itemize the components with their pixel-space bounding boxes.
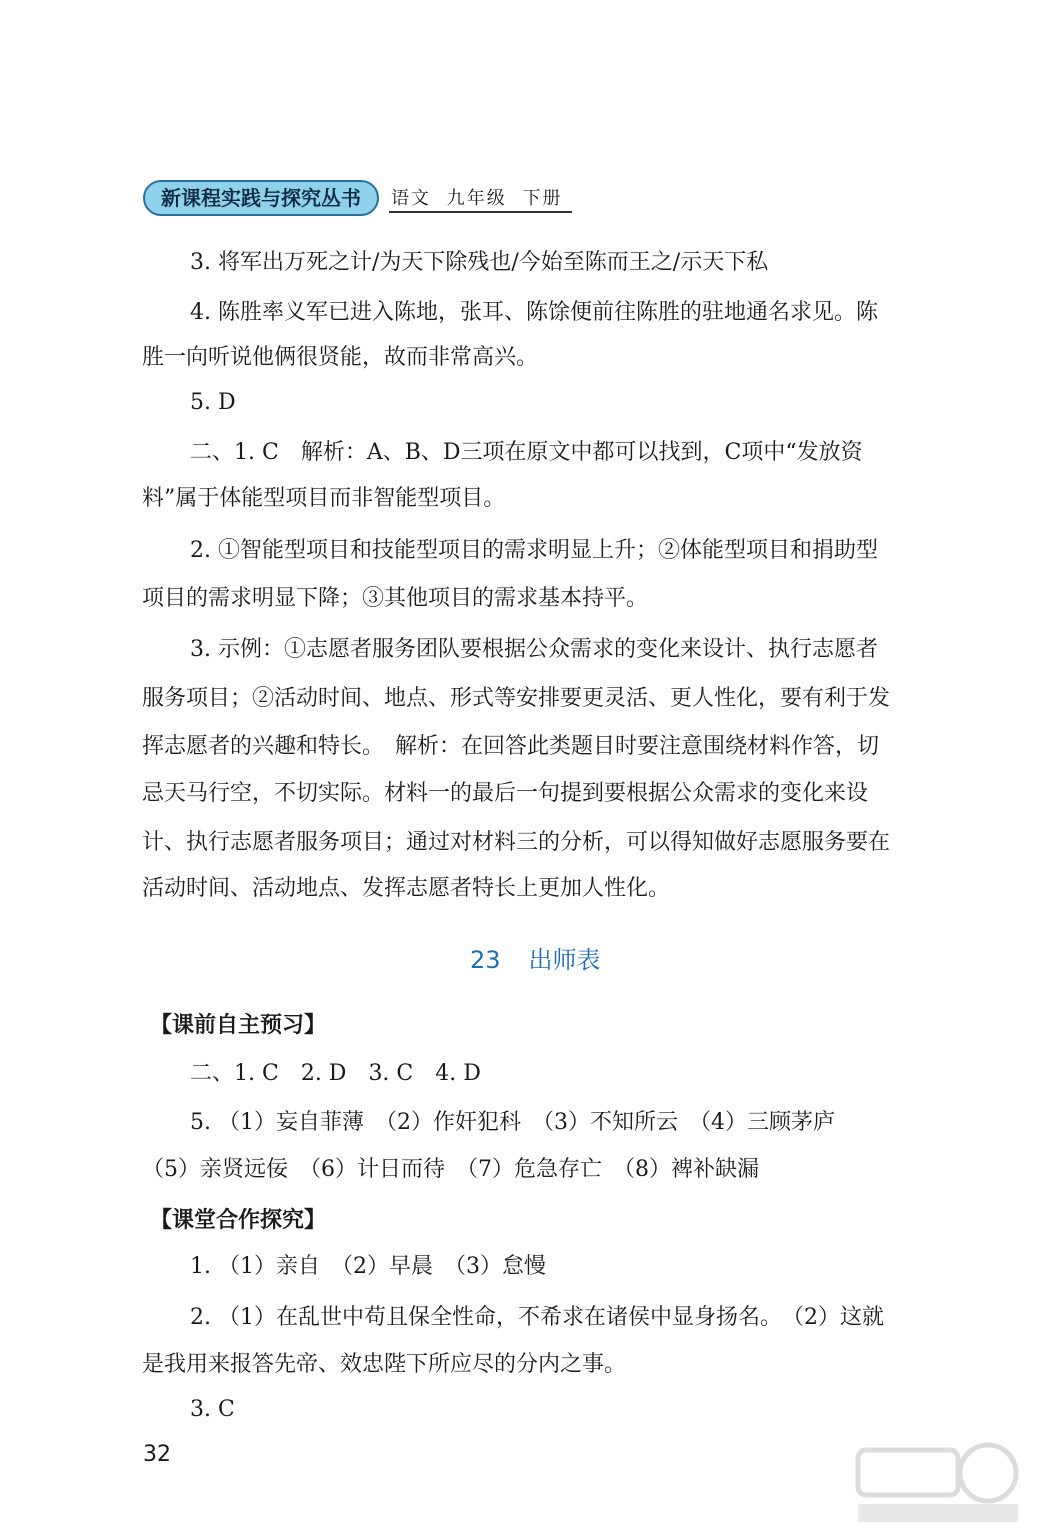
answer-line: 忌天马行空，不切实际。材料一的最后一句提到要根据公众需求的变化来设 — [142, 781, 869, 806]
answer-line: 2. （1）在乱世中苟且保全性命，不希求在诸侯中显身扬名。 （2）这就 — [190, 1305, 884, 1330]
answer-line: （5）亲贤远佞 （6）计日而待 （7）危急存亡 （8）裨补缺漏 — [142, 1157, 759, 1182]
lesson-name: 出师表 — [528, 946, 601, 974]
volume: 下册 — [522, 187, 563, 209]
lesson-number: 23 — [470, 946, 501, 974]
answer-line: 5. （1）妄自菲薄 （2）作奸犯科 （3）不知所云 （4）三顾茅庐 — [190, 1110, 835, 1135]
answer-line: 活动时间、活动地点、发挥志愿者特长上更加人性化。 — [142, 876, 671, 901]
answer-line: 胜一向听说他俩很贤能，故而非常高兴。 — [142, 345, 539, 370]
grade: 九年级 — [446, 187, 507, 209]
answer-line: 1. （1）亲自 （2）早晨 （3）怠慢 — [190, 1254, 546, 1279]
answer-line: 计、执行志愿者服务项目；通过对材料三的分析，可以得知做好志愿服务要在 — [142, 830, 891, 855]
answer-line: 3. 示例：①志愿者服务团队要根据公众需求的变化来设计、执行志愿者 — [190, 637, 878, 662]
answer-line: 是我用来报答先帝、效忠陛下所应尽的分内之事。 — [142, 1352, 627, 1377]
answer-line: 4. 陈胜率义军已进入陈地，张耳、陈馀便前往陈胜的驻地通名求见。陈 — [190, 300, 878, 325]
lesson-title — [470, 940, 601, 975]
answer-line: 2. ①智能型项目和技能型项目的需求明显上升；②体能型项目和捐助型 — [190, 538, 878, 563]
watermark-logo — [848, 1438, 1028, 1528]
answer-line: 挥志愿者的兴趣和特长。 解析：在回答此类题目时要注意围绕材料作答，切 — [142, 734, 880, 759]
section-heading: 【课堂合作探究】 — [150, 1208, 327, 1233]
answer-line: 二、1. C 解析：A、B、D三项在原文中都可以找到，C项中“发放资 — [190, 440, 863, 465]
book-header — [143, 180, 572, 216]
series-title: 新课程实践与探究丛书 — [143, 180, 379, 216]
answer-line: 3. 将军出万死之计/为天下除残也/今始至陈而王之/示天下私 — [190, 250, 769, 275]
answer-line: 3. C — [190, 1397, 235, 1422]
answer-line: 服务项目；②活动时间、地点、形式等安排要更灵活、更人性化，要有利于发 — [142, 686, 891, 711]
answer-line: 5. D — [190, 390, 236, 415]
subject-info — [389, 184, 572, 213]
answer-line: 项目的需求明显下降；③其他项目的需求基本持平。 — [142, 586, 649, 611]
subject-name: 语文 — [391, 187, 431, 209]
section-heading: 【课前自主预习】 — [150, 1013, 327, 1038]
answer-line: 料”属于体能型项目而非智能型项目。 — [142, 486, 506, 511]
page-number: 32 — [143, 1442, 171, 1467]
answer-line: 二、1. C 2. D 3. C 4. D — [190, 1061, 481, 1086]
